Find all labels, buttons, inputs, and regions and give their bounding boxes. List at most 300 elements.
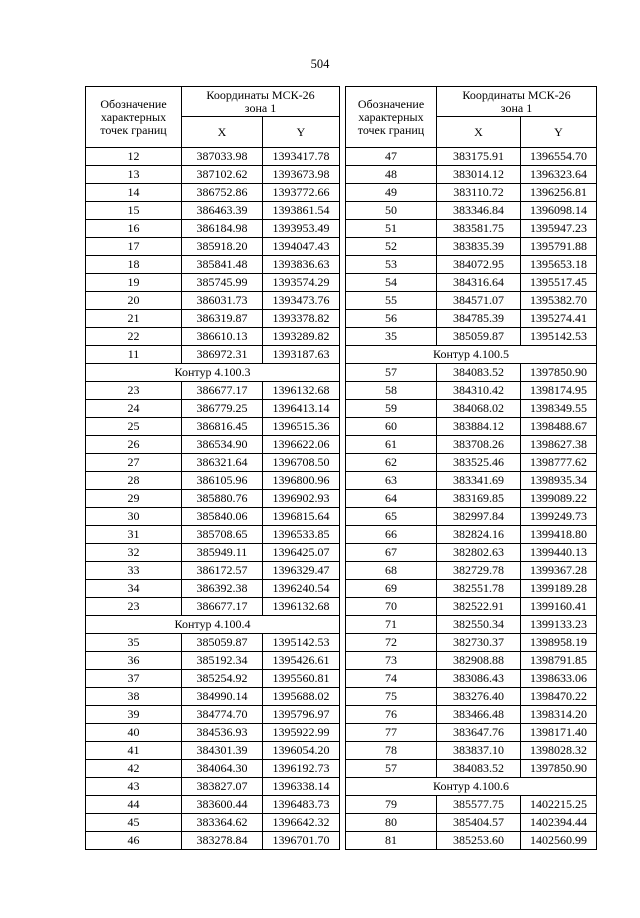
y-coordinate-cell: 1395382.70 — [521, 292, 597, 310]
point-id-cell: 22 — [86, 328, 182, 346]
table-row — [86, 544, 340, 562]
table-row — [86, 238, 340, 256]
coordinates-table-left — [85, 86, 340, 850]
point-id-cell: 56 — [346, 310, 437, 328]
x-coordinate-cell: 384310.42 — [437, 382, 521, 400]
table-row — [86, 670, 340, 688]
contour-row — [346, 346, 597, 364]
table-row — [86, 778, 340, 796]
y-coordinate-cell: 1393473.76 — [263, 292, 340, 310]
x-coordinate-cell: 386321.64 — [182, 454, 263, 472]
table-row — [346, 760, 597, 778]
y-coordinate-cell: 1397850.90 — [521, 364, 597, 382]
x-coordinate-cell: 385745.99 — [182, 274, 263, 292]
y-coordinate-cell: 1393574.29 — [263, 274, 340, 292]
contour-label: Контур 4.100.4 — [86, 616, 340, 634]
y-coordinate-cell: 1393953.49 — [263, 220, 340, 238]
y-coordinate-cell: 1393289.82 — [263, 328, 340, 346]
x-coordinate-cell: 385404.57 — [437, 814, 521, 832]
contour-row — [86, 364, 340, 382]
x-coordinate-cell: 384083.52 — [437, 760, 521, 778]
table-row — [86, 562, 340, 580]
x-coordinate-cell: 386610.13 — [182, 328, 263, 346]
y-coordinate-cell: 1396240.54 — [263, 580, 340, 598]
header-x: X — [437, 117, 521, 148]
point-id-cell: 38 — [86, 688, 182, 706]
table-row — [86, 688, 340, 706]
y-coordinate-cell: 1395791.88 — [521, 238, 597, 256]
x-coordinate-cell: 382824.16 — [437, 526, 521, 544]
x-coordinate-cell: 383110.72 — [437, 184, 521, 202]
x-coordinate-cell: 387102.62 — [182, 166, 263, 184]
table-row — [86, 706, 340, 724]
y-coordinate-cell: 1402560.99 — [521, 832, 597, 850]
x-coordinate-cell: 383086.43 — [437, 670, 521, 688]
x-coordinate-cell: 386779.25 — [182, 400, 263, 418]
point-id-cell: 23 — [86, 598, 182, 616]
point-id-cell: 80 — [346, 814, 437, 832]
y-coordinate-cell: 1395426.61 — [263, 652, 340, 670]
point-id-cell: 34 — [86, 580, 182, 598]
point-id-cell: 75 — [346, 688, 437, 706]
y-coordinate-cell: 1399367.28 — [521, 562, 597, 580]
x-coordinate-cell: 383364.62 — [182, 814, 263, 832]
point-id-cell: 74 — [346, 670, 437, 688]
y-coordinate-cell: 1396483.73 — [263, 796, 340, 814]
x-coordinate-cell: 382908.88 — [437, 652, 521, 670]
point-id-cell: 67 — [346, 544, 437, 562]
table-body-left — [86, 148, 340, 850]
point-id-cell: 53 — [346, 256, 437, 274]
y-coordinate-cell: 1396533.85 — [263, 526, 340, 544]
x-coordinate-cell: 386105.96 — [182, 472, 263, 490]
table-row — [346, 526, 597, 544]
x-coordinate-cell: 385577.75 — [437, 796, 521, 814]
point-id-cell: 27 — [86, 454, 182, 472]
table-row — [86, 796, 340, 814]
y-coordinate-cell: 1395560.81 — [263, 670, 340, 688]
y-coordinate-cell: 1396554.70 — [521, 148, 597, 166]
table-row — [86, 256, 340, 274]
header-coords-line1: Координаты МСК-26 — [462, 87, 571, 102]
table-row — [346, 184, 597, 202]
x-coordinate-cell: 386677.17 — [182, 382, 263, 400]
x-coordinate-cell: 384083.52 — [437, 364, 521, 382]
point-id-cell: 57 — [346, 364, 437, 382]
x-coordinate-cell: 386031.73 — [182, 292, 263, 310]
y-coordinate-cell: 1395922.99 — [263, 724, 340, 742]
table-body-right — [346, 148, 597, 850]
x-coordinate-cell: 383600.44 — [182, 796, 263, 814]
table-row — [346, 382, 597, 400]
point-id-cell: 72 — [346, 634, 437, 652]
y-coordinate-cell: 1393772.66 — [263, 184, 340, 202]
point-id-cell: 46 — [86, 832, 182, 850]
y-coordinate-cell: 1395653.18 — [521, 256, 597, 274]
table-row — [86, 418, 340, 436]
y-coordinate-cell: 1396425.07 — [263, 544, 340, 562]
y-coordinate-cell: 1399249.73 — [521, 508, 597, 526]
y-coordinate-cell: 1399133.23 — [521, 616, 597, 634]
y-coordinate-cell: 1396098.14 — [521, 202, 597, 220]
table-row — [346, 220, 597, 238]
table-row — [86, 292, 340, 310]
y-coordinate-cell: 1395688.02 — [263, 688, 340, 706]
x-coordinate-cell: 385708.65 — [182, 526, 263, 544]
header-coords-label — [437, 87, 597, 117]
point-id-cell: 78 — [346, 742, 437, 760]
x-coordinate-cell: 385949.11 — [182, 544, 263, 562]
x-coordinate-cell: 383525.46 — [437, 454, 521, 472]
point-id-cell: 41 — [86, 742, 182, 760]
table-row — [346, 796, 597, 814]
coordinates-table-right — [345, 86, 597, 850]
x-coordinate-cell: 384316.64 — [437, 274, 521, 292]
header-x: X — [182, 117, 263, 148]
y-coordinate-cell: 1396132.68 — [263, 382, 340, 400]
table-row — [86, 166, 340, 184]
point-id-cell: 17 — [86, 238, 182, 256]
point-id-cell: 71 — [346, 616, 437, 634]
table-row — [86, 472, 340, 490]
y-coordinate-cell: 1398935.34 — [521, 472, 597, 490]
y-coordinate-cell: 1398470.22 — [521, 688, 597, 706]
table-row — [346, 400, 597, 418]
y-coordinate-cell: 1396256.81 — [521, 184, 597, 202]
y-coordinate-cell: 1396800.96 — [263, 472, 340, 490]
point-id-cell: 45 — [86, 814, 182, 832]
table-row — [86, 202, 340, 220]
table-row — [86, 526, 340, 544]
point-id-cell: 47 — [346, 148, 437, 166]
x-coordinate-cell: 382551.78 — [437, 580, 521, 598]
x-coordinate-cell: 386463.39 — [182, 202, 263, 220]
y-coordinate-cell: 1398174.95 — [521, 382, 597, 400]
table-row — [346, 472, 597, 490]
x-coordinate-cell: 387033.98 — [182, 148, 263, 166]
table-row — [346, 418, 597, 436]
point-id-cell: 14 — [86, 184, 182, 202]
y-coordinate-cell: 1398627.38 — [521, 436, 597, 454]
x-coordinate-cell: 383837.10 — [437, 742, 521, 760]
y-coordinate-cell: 1396815.64 — [263, 508, 340, 526]
y-coordinate-cell: 1396192.73 — [263, 760, 340, 778]
table-row — [346, 202, 597, 220]
point-id-cell: 59 — [346, 400, 437, 418]
point-id-cell: 61 — [346, 436, 437, 454]
x-coordinate-cell: 384536.93 — [182, 724, 263, 742]
x-coordinate-cell: 385192.34 — [182, 652, 263, 670]
header-coords-line2: зона 1 — [244, 100, 277, 115]
table-row — [346, 670, 597, 688]
point-id-cell: 20 — [86, 292, 182, 310]
y-coordinate-cell: 1399440.13 — [521, 544, 597, 562]
contour-row — [346, 778, 597, 796]
y-coordinate-cell: 1395947.23 — [521, 220, 597, 238]
point-id-cell: 52 — [346, 238, 437, 256]
y-coordinate-cell: 1396902.93 — [263, 490, 340, 508]
x-coordinate-cell: 386184.98 — [182, 220, 263, 238]
x-coordinate-cell: 383708.26 — [437, 436, 521, 454]
x-coordinate-cell: 386972.31 — [182, 346, 263, 364]
table-row — [346, 166, 597, 184]
table-row — [346, 562, 597, 580]
table-row — [346, 364, 597, 382]
point-id-cell: 25 — [86, 418, 182, 436]
table-row — [86, 184, 340, 202]
y-coordinate-cell: 1393187.63 — [263, 346, 340, 364]
point-id-cell: 35 — [86, 634, 182, 652]
point-id-cell: 58 — [346, 382, 437, 400]
point-id-cell: 23 — [86, 382, 182, 400]
table-row — [346, 598, 597, 616]
table-row — [86, 598, 340, 616]
header-coords-line1: Координаты МСК-26 — [206, 87, 315, 102]
table-row — [346, 436, 597, 454]
table-row — [86, 454, 340, 472]
table-row — [346, 814, 597, 832]
table-row — [86, 490, 340, 508]
y-coordinate-cell: 1398349.55 — [521, 400, 597, 418]
point-id-cell: 33 — [86, 562, 182, 580]
y-coordinate-cell: 1399160.41 — [521, 598, 597, 616]
table-row — [86, 400, 340, 418]
y-coordinate-cell: 1396132.68 — [263, 598, 340, 616]
x-coordinate-cell: 385841.48 — [182, 256, 263, 274]
point-id-cell: 57 — [346, 760, 437, 778]
y-coordinate-cell: 1396642.32 — [263, 814, 340, 832]
y-coordinate-cell: 1393861.54 — [263, 202, 340, 220]
x-coordinate-cell: 383647.76 — [437, 724, 521, 742]
x-coordinate-cell: 383175.91 — [437, 148, 521, 166]
x-coordinate-cell: 382550.34 — [437, 616, 521, 634]
x-coordinate-cell: 386172.57 — [182, 562, 263, 580]
table-row — [346, 490, 597, 508]
x-coordinate-cell: 383341.69 — [437, 472, 521, 490]
point-id-cell: 29 — [86, 490, 182, 508]
point-id-cell: 63 — [346, 472, 437, 490]
y-coordinate-cell: 1398958.19 — [521, 634, 597, 652]
point-id-cell: 68 — [346, 562, 437, 580]
point-id-cell: 28 — [86, 472, 182, 490]
x-coordinate-cell: 384072.95 — [437, 256, 521, 274]
table-row — [346, 634, 597, 652]
y-coordinate-cell: 1398028.32 — [521, 742, 597, 760]
point-id-cell: 48 — [346, 166, 437, 184]
x-coordinate-cell: 383169.85 — [437, 490, 521, 508]
y-coordinate-cell: 1397850.90 — [521, 760, 597, 778]
point-id-cell: 12 — [86, 148, 182, 166]
x-coordinate-cell: 384774.70 — [182, 706, 263, 724]
y-coordinate-cell: 1398314.20 — [521, 706, 597, 724]
y-coordinate-cell: 1396329.47 — [263, 562, 340, 580]
table-row — [86, 310, 340, 328]
y-coordinate-cell: 1396054.20 — [263, 742, 340, 760]
table-row — [86, 382, 340, 400]
point-id-cell: 76 — [346, 706, 437, 724]
point-id-cell: 60 — [346, 418, 437, 436]
y-coordinate-cell: 1398488.67 — [521, 418, 597, 436]
table-row — [346, 454, 597, 472]
point-id-cell: 37 — [86, 670, 182, 688]
header-y: Y — [521, 117, 597, 148]
x-coordinate-cell: 382522.91 — [437, 598, 521, 616]
header-point-label: Обозначение характерных точек границ — [86, 87, 182, 148]
x-coordinate-cell: 383278.84 — [182, 832, 263, 850]
table-row — [346, 274, 597, 292]
contour-label: Контур 4.100.6 — [346, 778, 597, 796]
x-coordinate-cell: 384068.02 — [437, 400, 521, 418]
point-id-cell: 77 — [346, 724, 437, 742]
y-coordinate-cell: 1395796.97 — [263, 706, 340, 724]
x-coordinate-cell: 385059.87 — [182, 634, 263, 652]
point-id-cell: 70 — [346, 598, 437, 616]
table-row — [86, 652, 340, 670]
point-id-cell: 50 — [346, 202, 437, 220]
point-id-cell: 31 — [86, 526, 182, 544]
table-row — [346, 292, 597, 310]
table-row — [86, 436, 340, 454]
point-id-cell: 36 — [86, 652, 182, 670]
point-id-cell: 35 — [346, 328, 437, 346]
x-coordinate-cell: 386319.87 — [182, 310, 263, 328]
table-row — [346, 616, 597, 634]
x-coordinate-cell: 385254.92 — [182, 670, 263, 688]
table-row — [346, 148, 597, 166]
y-coordinate-cell: 1395274.41 — [521, 310, 597, 328]
y-coordinate-cell: 1402215.25 — [521, 796, 597, 814]
point-id-cell: 64 — [346, 490, 437, 508]
table-row — [346, 256, 597, 274]
table-row — [86, 346, 340, 364]
header-coords-line2: зона 1 — [500, 100, 533, 115]
y-coordinate-cell: 1396338.14 — [263, 778, 340, 796]
point-id-cell: 13 — [86, 166, 182, 184]
x-coordinate-cell: 386392.38 — [182, 580, 263, 598]
table-row — [346, 724, 597, 742]
table-row — [86, 760, 340, 778]
point-id-cell: 40 — [86, 724, 182, 742]
point-id-cell: 32 — [86, 544, 182, 562]
y-coordinate-cell: 1399089.22 — [521, 490, 597, 508]
x-coordinate-cell: 385253.60 — [437, 832, 521, 850]
point-id-cell: 43 — [86, 778, 182, 796]
point-id-cell: 39 — [86, 706, 182, 724]
table-row — [346, 706, 597, 724]
table-row — [346, 310, 597, 328]
y-coordinate-cell: 1394047.43 — [263, 238, 340, 256]
x-coordinate-cell: 382729.78 — [437, 562, 521, 580]
x-coordinate-cell: 383581.75 — [437, 220, 521, 238]
table-row — [86, 274, 340, 292]
point-id-cell: 15 — [86, 202, 182, 220]
x-coordinate-cell: 383827.07 — [182, 778, 263, 796]
point-id-cell: 26 — [86, 436, 182, 454]
y-coordinate-cell: 1398791.85 — [521, 652, 597, 670]
table-row — [86, 724, 340, 742]
page-number: 504 — [310, 57, 330, 71]
point-id-cell: 30 — [86, 508, 182, 526]
y-coordinate-cell: 1399189.28 — [521, 580, 597, 598]
y-coordinate-cell: 1396622.06 — [263, 436, 340, 454]
x-coordinate-cell: 385880.76 — [182, 490, 263, 508]
y-coordinate-cell: 1393378.82 — [263, 310, 340, 328]
point-id-cell: 21 — [86, 310, 182, 328]
x-coordinate-cell: 385059.87 — [437, 328, 521, 346]
y-coordinate-cell: 1393673.98 — [263, 166, 340, 184]
table-row — [346, 328, 597, 346]
point-id-cell: 11 — [86, 346, 182, 364]
y-coordinate-cell: 1398171.40 — [521, 724, 597, 742]
x-coordinate-cell: 383014.12 — [437, 166, 521, 184]
y-coordinate-cell: 1393836.63 — [263, 256, 340, 274]
x-coordinate-cell: 386534.90 — [182, 436, 263, 454]
header-point-label: Обозначение характерных точек границ — [346, 87, 437, 148]
header-y: Y — [263, 117, 340, 148]
table-row — [346, 238, 597, 256]
x-coordinate-cell: 386816.45 — [182, 418, 263, 436]
point-id-cell: 66 — [346, 526, 437, 544]
contour-row — [86, 616, 340, 634]
x-coordinate-cell: 384064.30 — [182, 760, 263, 778]
contour-label: Контур 4.100.5 — [346, 346, 597, 364]
x-coordinate-cell: 384785.39 — [437, 310, 521, 328]
y-coordinate-cell: 1396323.64 — [521, 166, 597, 184]
x-coordinate-cell: 383346.84 — [437, 202, 521, 220]
x-coordinate-cell: 386752.86 — [182, 184, 263, 202]
point-id-cell: 19 — [86, 274, 182, 292]
x-coordinate-cell: 382730.37 — [437, 634, 521, 652]
point-id-cell: 18 — [86, 256, 182, 274]
table-row — [86, 220, 340, 238]
table-row — [346, 580, 597, 598]
contour-label: Контур 4.100.3 — [86, 364, 340, 382]
table-row — [86, 508, 340, 526]
table-row — [86, 742, 340, 760]
table-row — [346, 652, 597, 670]
x-coordinate-cell: 383835.39 — [437, 238, 521, 256]
y-coordinate-cell: 1396515.36 — [263, 418, 340, 436]
x-coordinate-cell: 383884.12 — [437, 418, 521, 436]
y-coordinate-cell: 1399418.80 — [521, 526, 597, 544]
table-row — [346, 508, 597, 526]
x-coordinate-cell: 384571.07 — [437, 292, 521, 310]
y-coordinate-cell: 1395142.53 — [521, 328, 597, 346]
point-id-cell: 51 — [346, 220, 437, 238]
table-row — [346, 688, 597, 706]
x-coordinate-cell: 383466.48 — [437, 706, 521, 724]
x-coordinate-cell: 384301.39 — [182, 742, 263, 760]
point-id-cell: 55 — [346, 292, 437, 310]
point-id-cell: 81 — [346, 832, 437, 850]
table-row — [346, 544, 597, 562]
y-coordinate-cell: 1398777.62 — [521, 454, 597, 472]
table-row — [86, 148, 340, 166]
y-coordinate-cell: 1393417.78 — [263, 148, 340, 166]
point-id-cell: 62 — [346, 454, 437, 472]
x-coordinate-cell: 383276.40 — [437, 688, 521, 706]
table-row — [346, 832, 597, 850]
point-id-cell: 69 — [346, 580, 437, 598]
point-id-cell: 54 — [346, 274, 437, 292]
table-row — [86, 328, 340, 346]
x-coordinate-cell: 385840.06 — [182, 508, 263, 526]
x-coordinate-cell: 382802.63 — [437, 544, 521, 562]
table-row — [86, 832, 340, 850]
table-row — [86, 580, 340, 598]
header-coords-label — [182, 87, 340, 117]
point-id-cell: 16 — [86, 220, 182, 238]
